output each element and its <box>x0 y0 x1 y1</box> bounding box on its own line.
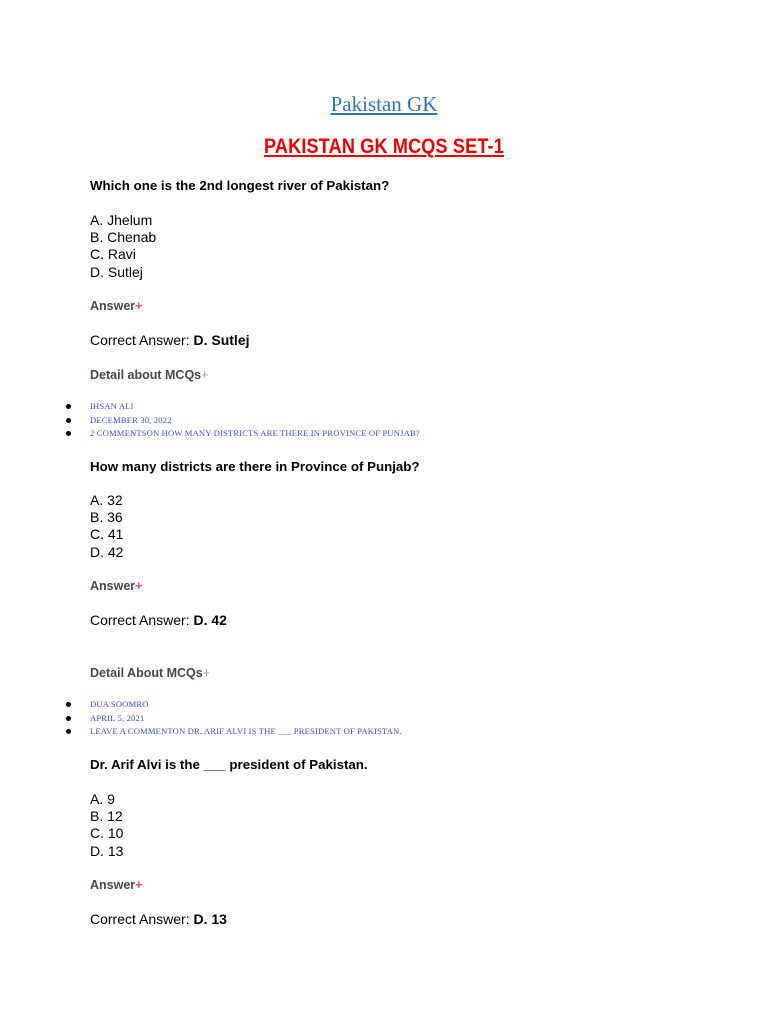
answer-toggle-3[interactable] <box>90 877 690 893</box>
post-meta-date[interactable]: DECEMBER 30, 2022 <box>66 414 706 428</box>
detail-toggle-1[interactable] <box>90 367 690 383</box>
bullet-icon <box>66 702 71 707</box>
question-1-option-d: D. Sutlej <box>90 263 143 280</box>
question-1-options <box>90 212 690 281</box>
plus-icon: + <box>201 368 209 382</box>
plus-icon: + <box>135 299 143 313</box>
post-meta-comments[interactable]: LEAVE A COMMENTON DR. ARIF ALVI IS THE ___ PRESIDENT OF PAKISTAN. <box>66 725 706 739</box>
question-1-option-c: C. Ravi <box>90 246 136 263</box>
question-2: How many districts are there in Province of Punjab? <box>90 459 420 474</box>
bullet-icon <box>66 431 71 436</box>
answer-toggle-label: Answer <box>90 299 136 313</box>
question-2-option-d: D. 42 <box>90 543 124 560</box>
question-2-option-c: C. 41 <box>90 526 124 543</box>
correct-answer-3 <box>90 911 690 928</box>
post-meta-1 <box>66 400 706 441</box>
correct-answer-value: D. 13 <box>193 911 227 927</box>
question-1-option-b: B. Chenab <box>90 229 157 246</box>
question-2-option-b: B. 36 <box>90 509 123 526</box>
question-1-option-a: A. Jhelum <box>90 212 153 228</box>
question-3-option-d: D. 13 <box>90 842 124 859</box>
detail-toggle-label: Detail about MCQs <box>90 368 202 382</box>
post-meta-date[interactable]: APRIL 5, 2021 <box>66 712 706 726</box>
correct-answer-value: D. Sutlej <box>193 332 250 348</box>
bullet-icon <box>66 716 71 721</box>
post-meta-author[interactable]: IHSAN ALI <box>66 400 706 414</box>
detail-toggle-label: Detail About MCQs <box>90 666 203 680</box>
answer-toggle-label: Answer <box>90 878 136 892</box>
page-heading[interactable]: PAKISTAN GK MCQS SET-1 <box>264 135 504 158</box>
correct-answer-prefix: Correct Answer: <box>90 612 190 628</box>
plus-icon: + <box>135 579 143 593</box>
question-3-option-b: B. 12 <box>90 808 123 825</box>
answer-toggle-label: Answer <box>90 579 136 593</box>
post-meta-2 <box>66 698 706 739</box>
answer-toggle-2[interactable] <box>90 578 690 594</box>
detail-toggle-2[interactable] <box>90 665 690 681</box>
post-meta-author[interactable]: DUA SOOMRO <box>66 698 706 712</box>
question-3-option-c: C. 10 <box>90 825 124 842</box>
question-2-options <box>90 492 690 561</box>
post-meta-comments[interactable]: 2 COMMENTSON HOW MANY DISTRICTS ARE THERE IN PROVINCE OF PUNJAB? <box>66 427 706 441</box>
correct-answer-2 <box>90 612 690 629</box>
question-3: Dr. Arif Alvi is the ___ president of Pakistan. <box>90 757 368 772</box>
correct-answer-prefix: Correct Answer: <box>90 911 190 927</box>
question-1: Which one is the 2nd longest river of Pakistan? <box>90 178 390 193</box>
page-title[interactable]: Pakistan GK <box>330 92 438 116</box>
bullet-icon <box>66 418 71 423</box>
correct-answer-value: D. 42 <box>193 612 227 628</box>
correct-answer-1 <box>90 332 690 349</box>
question-3-options <box>90 791 690 860</box>
bullet-icon <box>66 404 71 409</box>
question-2-option-a: A. 32 <box>90 492 123 508</box>
answer-toggle-1[interactable] <box>90 298 690 314</box>
correct-answer-prefix: Correct Answer: <box>90 332 190 348</box>
plus-icon: + <box>202 666 211 680</box>
bullet-icon <box>66 729 71 734</box>
plus-icon: + <box>135 878 143 892</box>
question-3-option-a: A. 9 <box>90 791 115 807</box>
